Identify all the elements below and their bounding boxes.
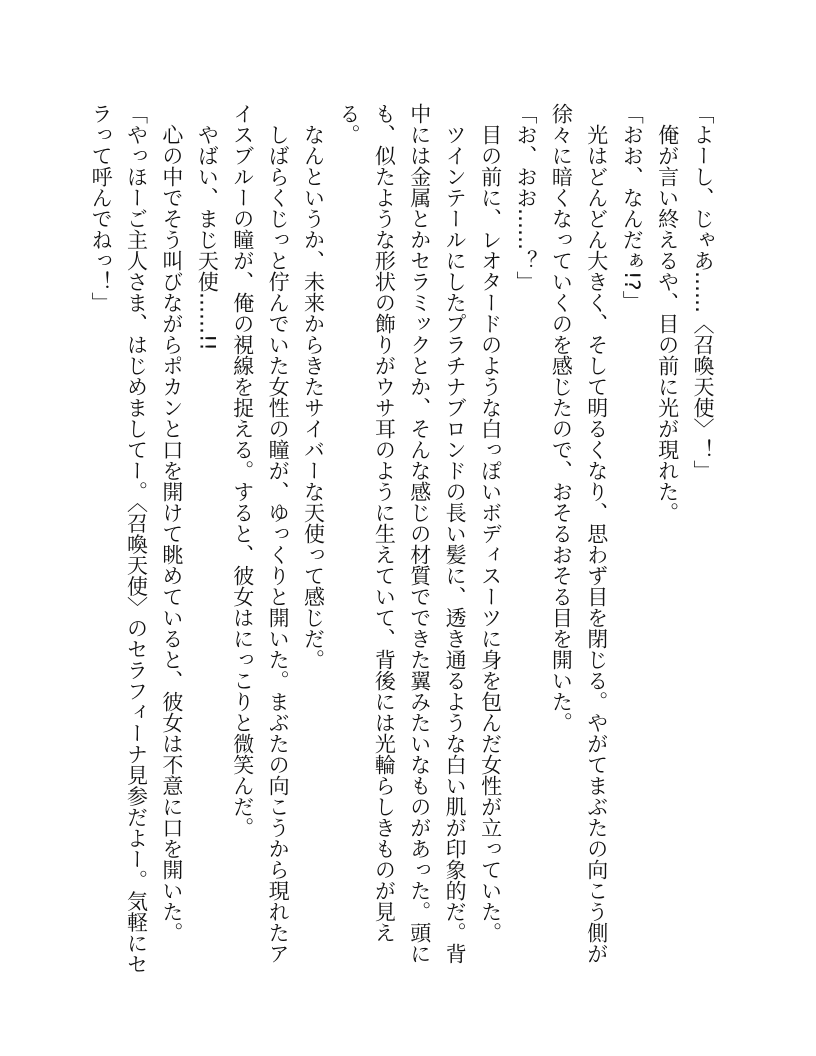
paragraph-dialogue: 「おお、なんだぁ!?」: [620, 103, 645, 312]
vertical-text-body: [80, 103, 720, 983]
paragraph: 俺が言い終えるや、目の前に光が現れた。: [655, 124, 680, 523]
paragraph: 心の中でそう叫びながらポカンと口を開けて眺めていると、彼女は不意に口を開いた。: [159, 124, 184, 943]
paragraph-dialogue: 「やっほーご主人さま、はじめましてー。〈召喚天使〉のセラフィーナ見参だよー。気軽にセラって呼んでねっ！」: [89, 103, 149, 975]
paragraph-dialogue: 「よーし、じゃあ……〈召喚天使〉！」: [691, 103, 715, 481]
paragraph: やばい、まじ天使……!!: [195, 124, 220, 351]
paragraph: しばらくじっと佇んでいた女性の瞳が、ゆっくりと開いた。まぶたの向こうから現れたアイスブルーの瞳が、俺の視線を捉える。すると、彼女はにっこりと微笑んだ。: [230, 103, 291, 964]
paragraph-dialogue: 「お、おお……？」: [513, 103, 538, 292]
paragraph: なんというか、未来からきたサイバーな天使って感じだ。: [301, 124, 326, 670]
paragraph: 目の前に、レオタードのような白っぽいボディスーツに身を包んだ女性が立っていた。: [478, 124, 503, 943]
paragraph: 光はどんどん大きく、そして明るくなり、思わず目を閉じる。やがてまぶたの向こう側が徐々に暗くなっていくのを感じたので、おそるおそる目を開いた。: [549, 103, 609, 964]
paragraph: ツインテールにしたプラチナブロンドの長い髪に、透き通るような白い肌が印象的だ。背中には金属とかセラミックとか、そんな感じの材質でできた翼みたいなものがあった。頭にも、似たような形状の飾りがウサ耳のように生えていて、背後には光輪らしきものが見える。: [336, 103, 468, 964]
